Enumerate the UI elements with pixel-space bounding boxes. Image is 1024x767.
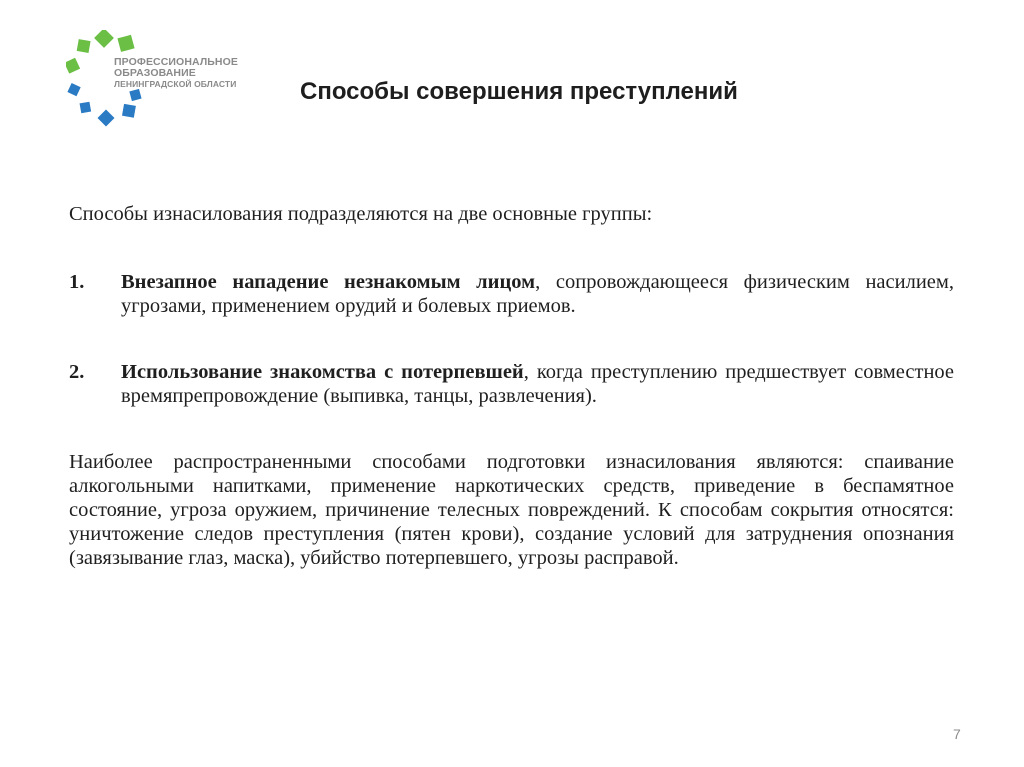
- list-item-text: [121, 360, 954, 408]
- logo-line-1: ПРОФЕССИОНАЛЬНОЕ: [114, 56, 238, 68]
- list-item-bold: Использование знакомства с потерпевшей: [121, 361, 524, 383]
- list-item-rest: , сопровождающееся физическим насилием, угрозами, применением орудий и болевых приемов.: [121, 271, 954, 317]
- slide-title: Способы совершения преступлений: [300, 78, 738, 105]
- list-item: [69, 360, 954, 408]
- intro-text: Способы изнасилования подразделяются на две основные группы:: [69, 203, 653, 225]
- list-item-number: 2.: [69, 361, 85, 383]
- logo-line-3: ЛЕНИНГРАДСКОЙ ОБЛАСТИ: [114, 79, 237, 89]
- page-number: 7: [953, 726, 961, 742]
- logo-line-2: ОБРАЗОВАНИЕ: [114, 67, 196, 79]
- logo: [66, 30, 256, 130]
- list-item-rest: , когда преступлению предшествует совместное времяпрепровождение (выпивка, танцы, развлечения).: [121, 361, 955, 407]
- list-item: [69, 270, 954, 318]
- slide-body: [69, 202, 954, 570]
- logo-text: [114, 57, 238, 90]
- list-item-bold: Внезапное нападение незнакомым лицом: [121, 271, 536, 293]
- list-item-number: 1.: [69, 271, 85, 293]
- summary-paragraph: Наиболее распространенными способами подготовки изнасилования являются: спаивание алкогольными напитками, применение наркотических средств, приведение в беспамятное состояние, угроза оружием, причинение телесных повреждений. К способам сокрытия относятся: уничтожение следов преступления (пятен крови), создание условий для затруднения опознания (завязывание глаз, маска), убийство потерпевшего, угрозы расправой.: [69, 451, 954, 569]
- list-item-text: [121, 270, 954, 318]
